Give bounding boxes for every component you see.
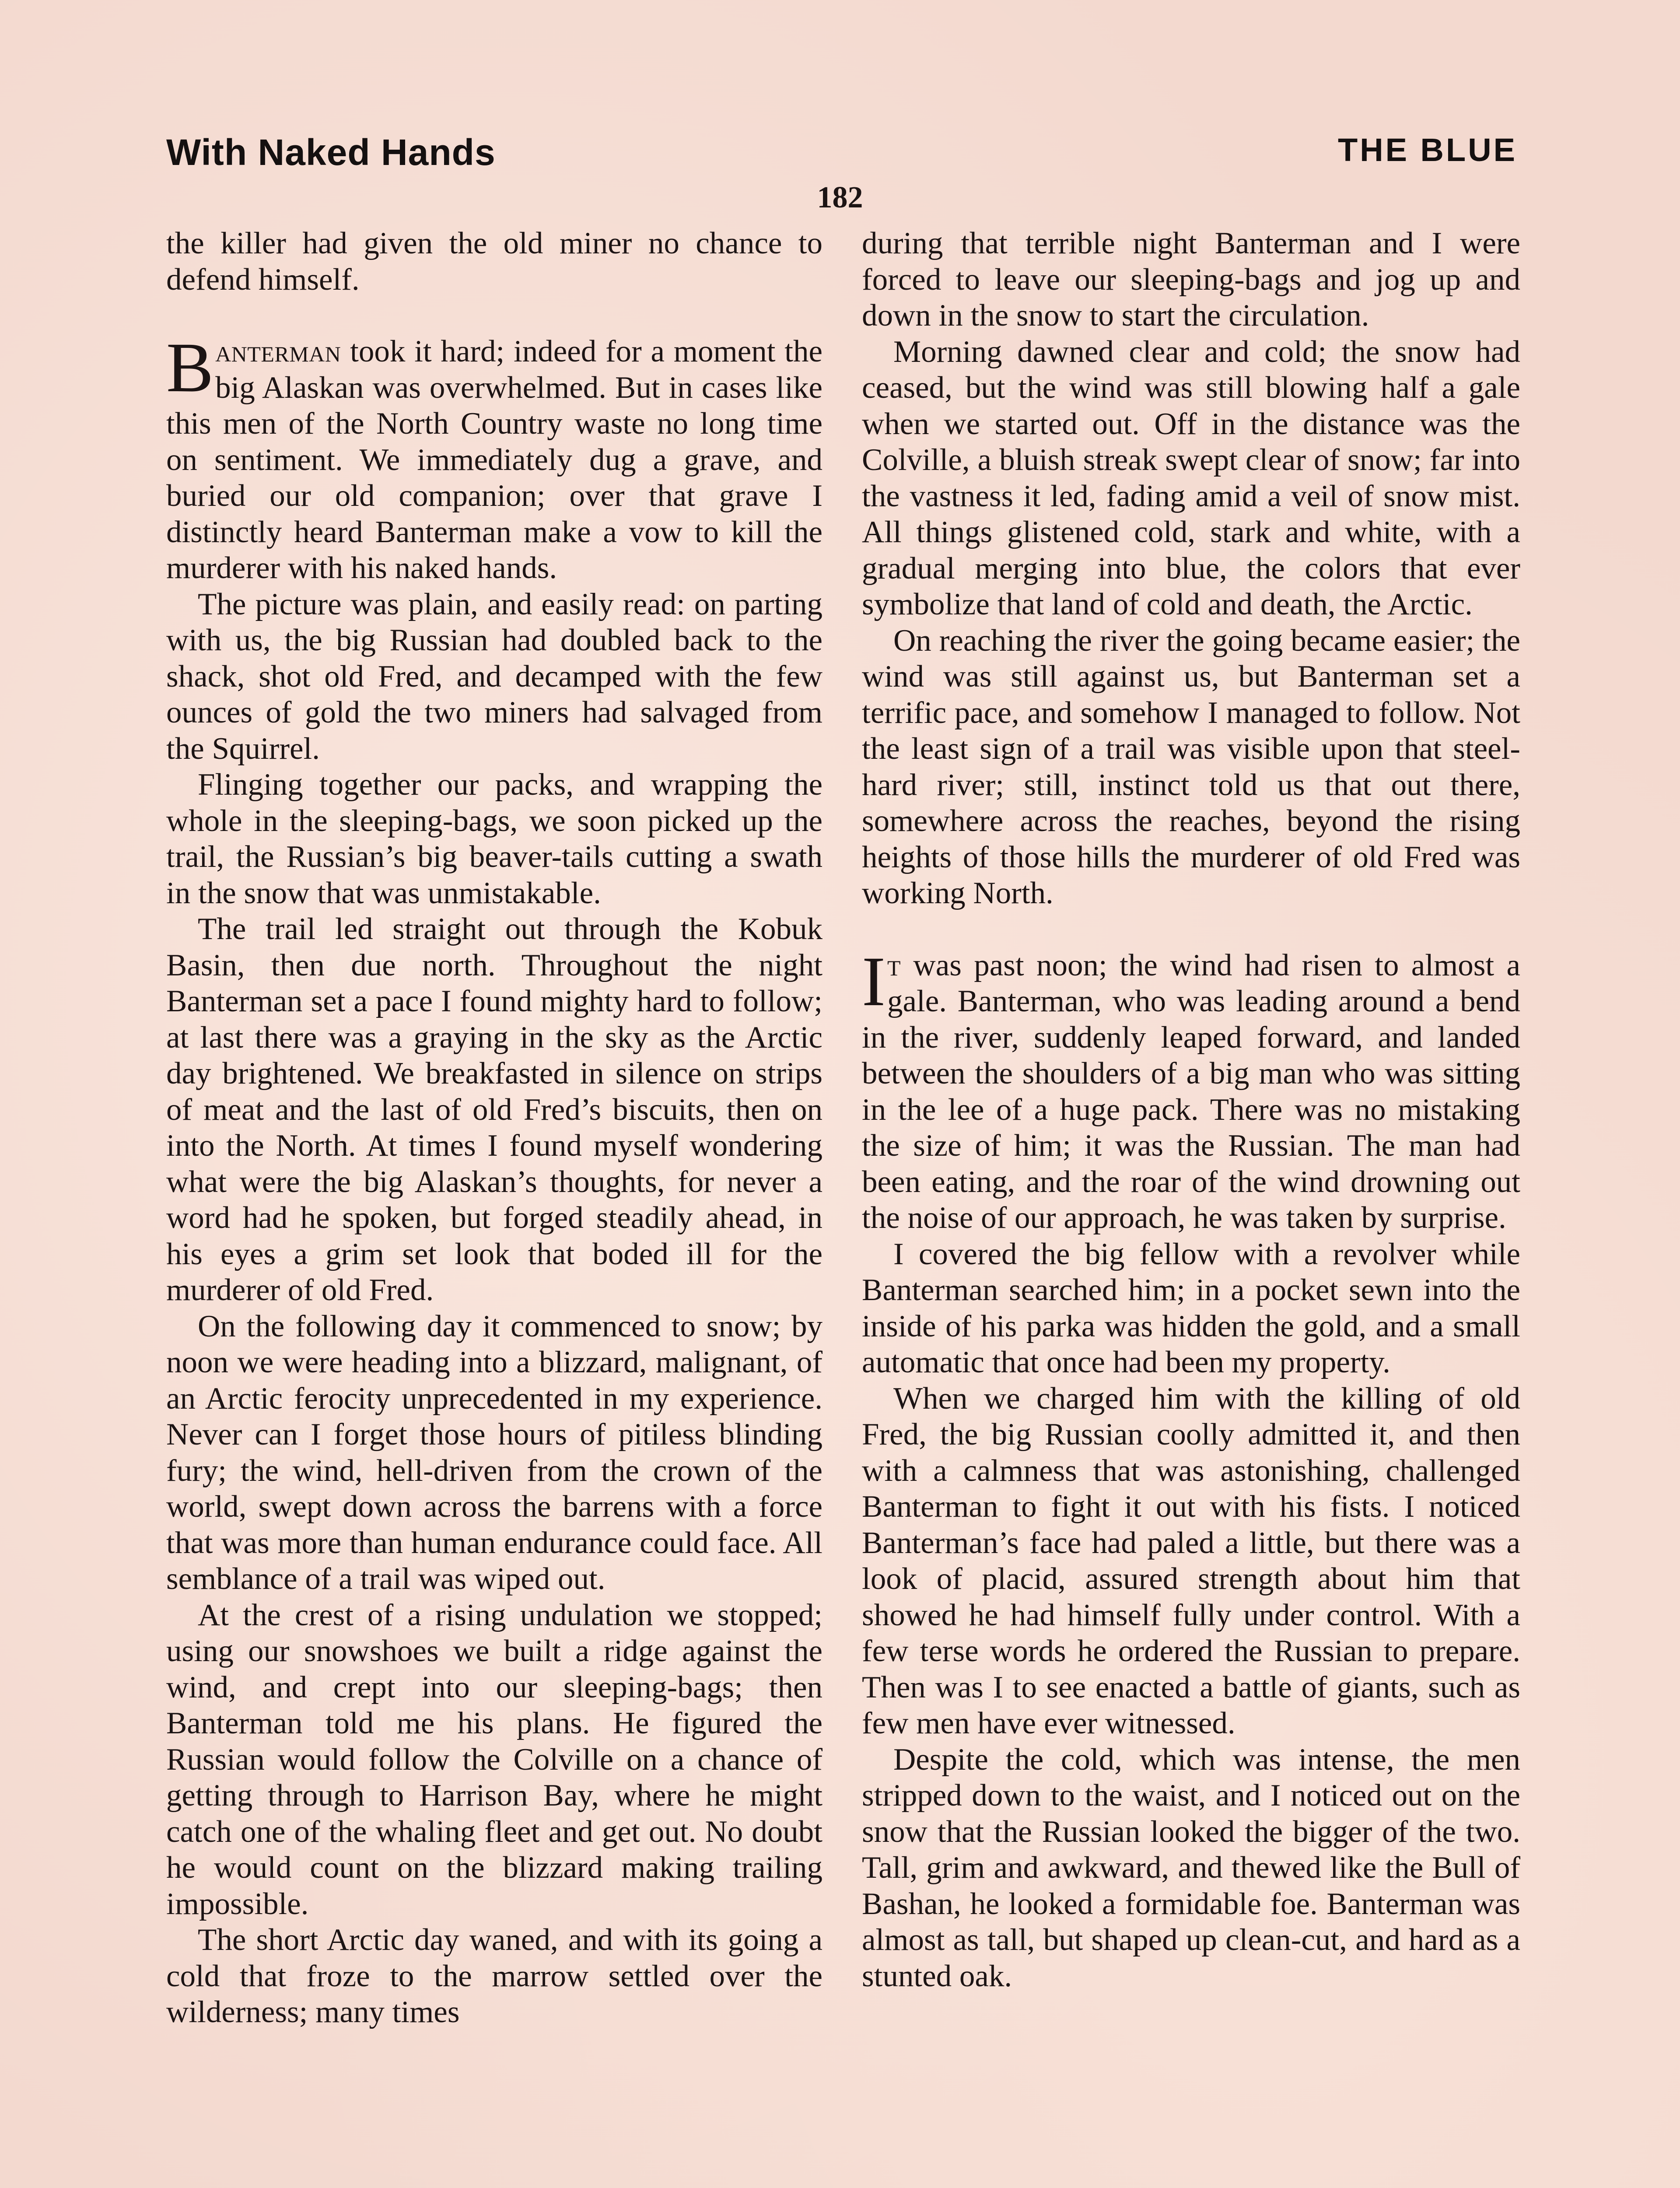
lead-in-word: t: [887, 948, 901, 982]
drop-cap: B: [166, 329, 214, 407]
left-column: [166, 225, 822, 2030]
paragraph-text: took it hard; indeed for a moment the big Alaskan was overwhelmed. But in cases like this men of the North Country waste no long time on sentiment. We immediately dug a grave, and buried our old companion; over that grave I distinctly heard Banterman make a vow to kill the murderer with his naked hands.: [166, 334, 822, 585]
paragraph: At the crest of a rising undulation we stopped; using our snowshoes we built a ridge against the wind, and crept into our sleeping-bags; then Banterman told me his plans. He figured the Russian would follow the Colville on a chance of getting through to Harrison Bay, where he might catch one of the whaling fleet and get out. No doubt he would count on the blizzard making trailing impossible.: [166, 1598, 822, 1921]
paragraph: On reaching the river the going became easier; the wind was still against us, but Banterman set a terrific pace, and somehow I managed to follow. Not the least sign of a trail was visible upon that steel-hard river; still, instinct told us that out there, somewhere across the reaches, beyond the rising heights of those hills the murderer of old Fred was working North.: [862, 623, 1520, 910]
drop-cap: I: [862, 942, 886, 1021]
section-start-paragraph: [166, 329, 822, 586]
paragraph: Flinging together our packs, and wrapping the whole in the sleeping-bags, we soon picked up the trail, the Russian’s big beaver-tails cutting a swath in the snow that was unmistakable.: [166, 768, 822, 910]
paragraph: Morning dawned clear and cold; the snow had ceased, but the wind was still blowing half a gale when we started out. Off in the distance was the Colville, a bluish streak swept clear of snow; far into the vastness it led, fading amid a veil of snow mist. All things glistened cold, stark and white, with a gradual merging into blue, the colors that ever symbolize that land of cold and death, the Arctic.: [862, 334, 1520, 621]
lead-in-word: anterman: [215, 334, 341, 368]
right-column: [862, 225, 1520, 1994]
page-number: 182: [817, 181, 863, 214]
paragraph: I covered the big fellow with a revolver while Banterman searched him; in a pocket sewn into the inside of his parka was hidden the gold, and a small automatic that once had been my property.: [862, 1237, 1520, 1379]
paragraph: during that terrible night Banterman and I were forced to leave our sleeping-bags and jog up and down in the snow to start the circulation.: [862, 226, 1520, 333]
paragraph: The short Arctic day waned, and with its going a cold that froze to the marrow settled over the wilderness; many times: [166, 1923, 822, 2029]
paragraph: The picture was plain, and easily read: on parting with us, the big Russian had doubled back to the shack, shot old Fred, and decamped with the few ounces of gold the two miners had salvaged from the Squirrel.: [166, 587, 822, 766]
paragraph: When we charged him with the killing of old Fred, the big Russian coolly admitted it, and then with a calmness that was astonishing, challenged Banterman to fight it out with his fists. I noticed Banterman’s face had paled a little, but there was a look of placid, assured strength about him that showed he had himself fully under control. With a few terse words he ordered the Russian to prepare. Then was I to see enacted a battle of giants, such as few men have ever witnessed.: [862, 1381, 1520, 1740]
section-start-paragraph: [862, 942, 1520, 1236]
paragraph: Despite the cold, which was intense, the men stripped down to the waist, and I noticed out on the snow that the Russian looked the bigger of the two. Tall, grim and awkward, and thewed like the Bull of Bashan, he looked a formidable foe. Banterman was almost as tall, but shaped up clean-cut, and hard as a stunted oak.: [862, 1742, 1520, 1993]
paragraph: The trail led straight out through the Kobuk Basin, then due north. Throughout the night Banterman set a pace I found mighty hard to follow; at last there was a graying in the sky as the Arctic day brightened. We breakfasted in silence on strips of meat and the last of old Fred’s biscuits, then on into the North. At times I found myself wondering what were the big Alaskan’s thoughts, for never a word had he spoken, but forged steadily ahead, in his eyes a grim set look that boded ill for the murderer of old Fred.: [166, 912, 822, 1307]
paragraph: the killer had given the old miner no chance to defend himself.: [166, 226, 822, 297]
running-title: With Naked Hands: [166, 132, 496, 173]
paragraph-text: was past noon; the wind had risen to almost a gale. Banterman, who was leading around a bend in the river, suddenly leaped forward, and landed between the shoulders of a big man who was sitting in the lee of a huge pack. There was no mistaking the size of him; it was the Russian. The man had been eating, and the roar of the wind drowning out the noise of our approach, he was taken by surprise.: [862, 948, 1520, 1235]
paragraph: On the following day it commenced to snow; by noon we were heading into a blizzard, malignant, of an Arctic ferocity unprecedented in my experience. Never can I forget those hours of pitiless blinding fury; the wind, hell-driven from the crown of the world, swept down across the barrens with a force that was more than human endurance could face. All semblance of a trail was wiped out.: [166, 1309, 822, 1596]
magazine-name: THE BLUE: [1338, 132, 1517, 168]
